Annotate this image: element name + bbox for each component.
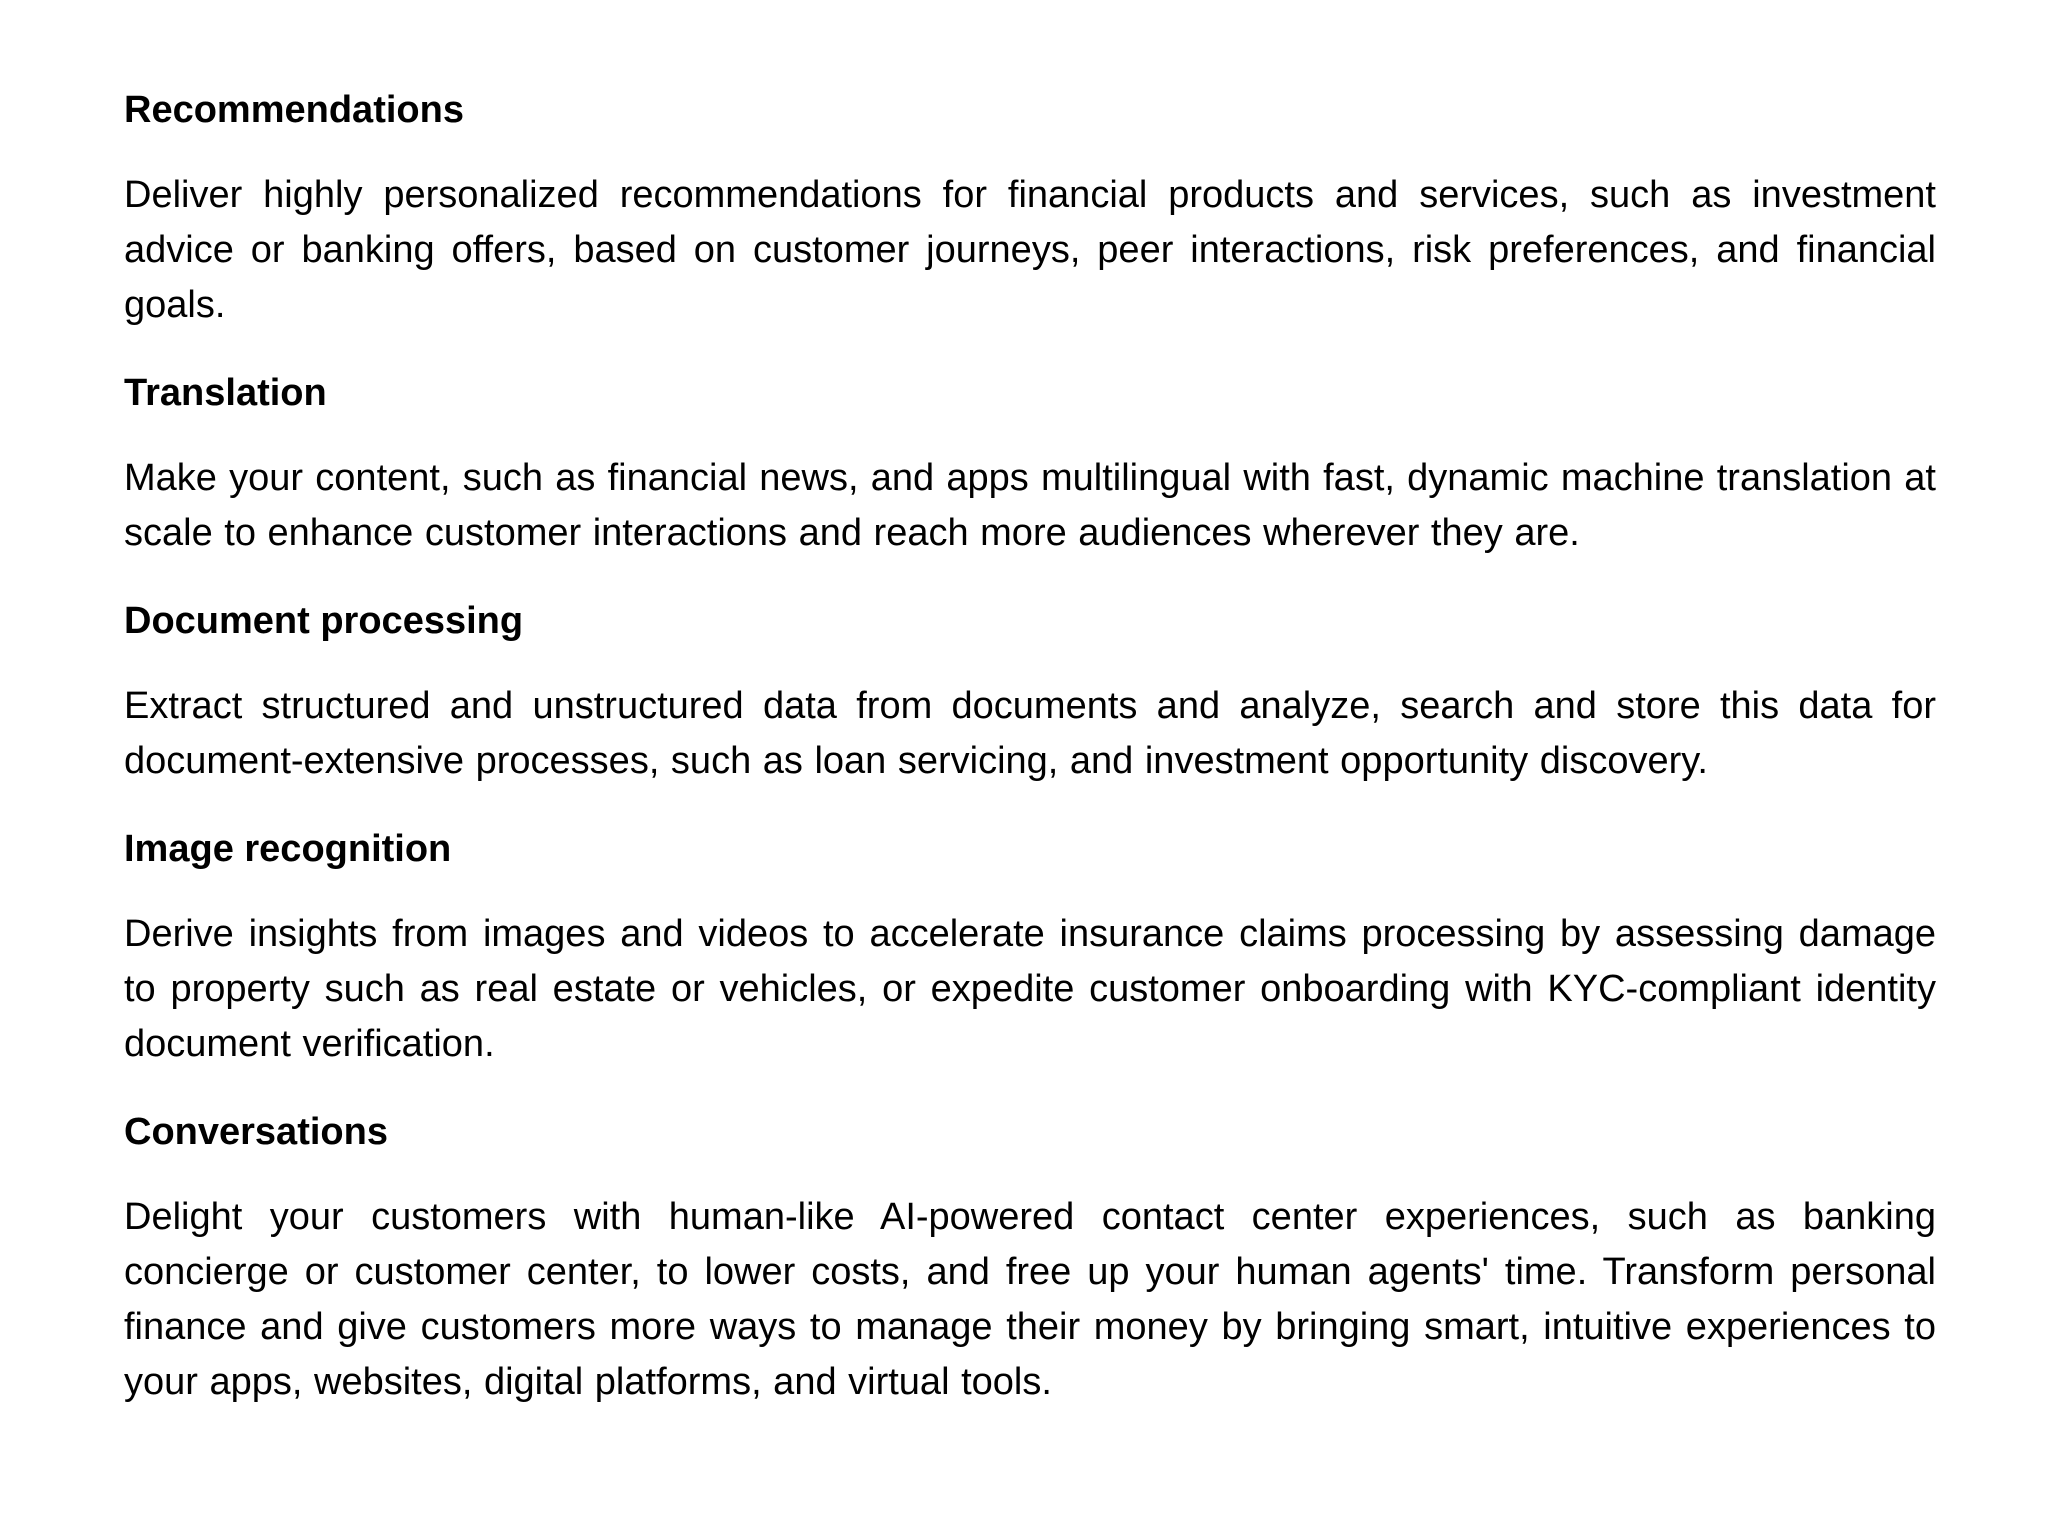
section-image-recognition	[124, 821, 1936, 1072]
document-page	[124, 82, 1936, 1442]
section-heading: Image recognition	[124, 828, 452, 870]
section-body: Delight your customers with human-like AI-powered contact center experiences, such as banking concierge or customer center, to lower costs, and free up your human agents' time. Transform personal finance and give customers more ways to manage their money by bringing smart, intuitive experiences to your apps, websites, digital platforms, and virtual tools.	[124, 1196, 1936, 1403]
section-recommendations	[124, 82, 1936, 333]
section-heading: Conversations	[124, 1111, 388, 1153]
section-body: Derive insights from images and videos to accelerate insurance claims processing by assessing damage to property such as real estate or vehicles, or expedite customer onboarding with KYC-compliant identity document verification.	[124, 913, 1936, 1065]
section-translation	[124, 365, 1936, 561]
section-body: Extract structured and unstructured data from documents and analyze, search and store this data for document-extensive processes, such as loan servicing, and investment opportunity discovery.	[124, 685, 1936, 782]
section-heading: Translation	[124, 372, 327, 414]
section-document-processing	[124, 593, 1936, 789]
section-body: Deliver highly personalized recommendations for financial products and services, such as investment advice or banking offers, based on customer journeys, peer interactions, risk preferences, and financial goals.	[124, 174, 1936, 326]
section-heading: Recommendations	[124, 89, 464, 131]
section-body: Make your content, such as financial news, and apps multilingual with fast, dynamic machine translation at scale to enhance customer interactions and reach more audiences wherever they are.	[124, 457, 1936, 554]
section-heading: Document processing	[124, 600, 524, 642]
section-conversations	[124, 1104, 1936, 1410]
